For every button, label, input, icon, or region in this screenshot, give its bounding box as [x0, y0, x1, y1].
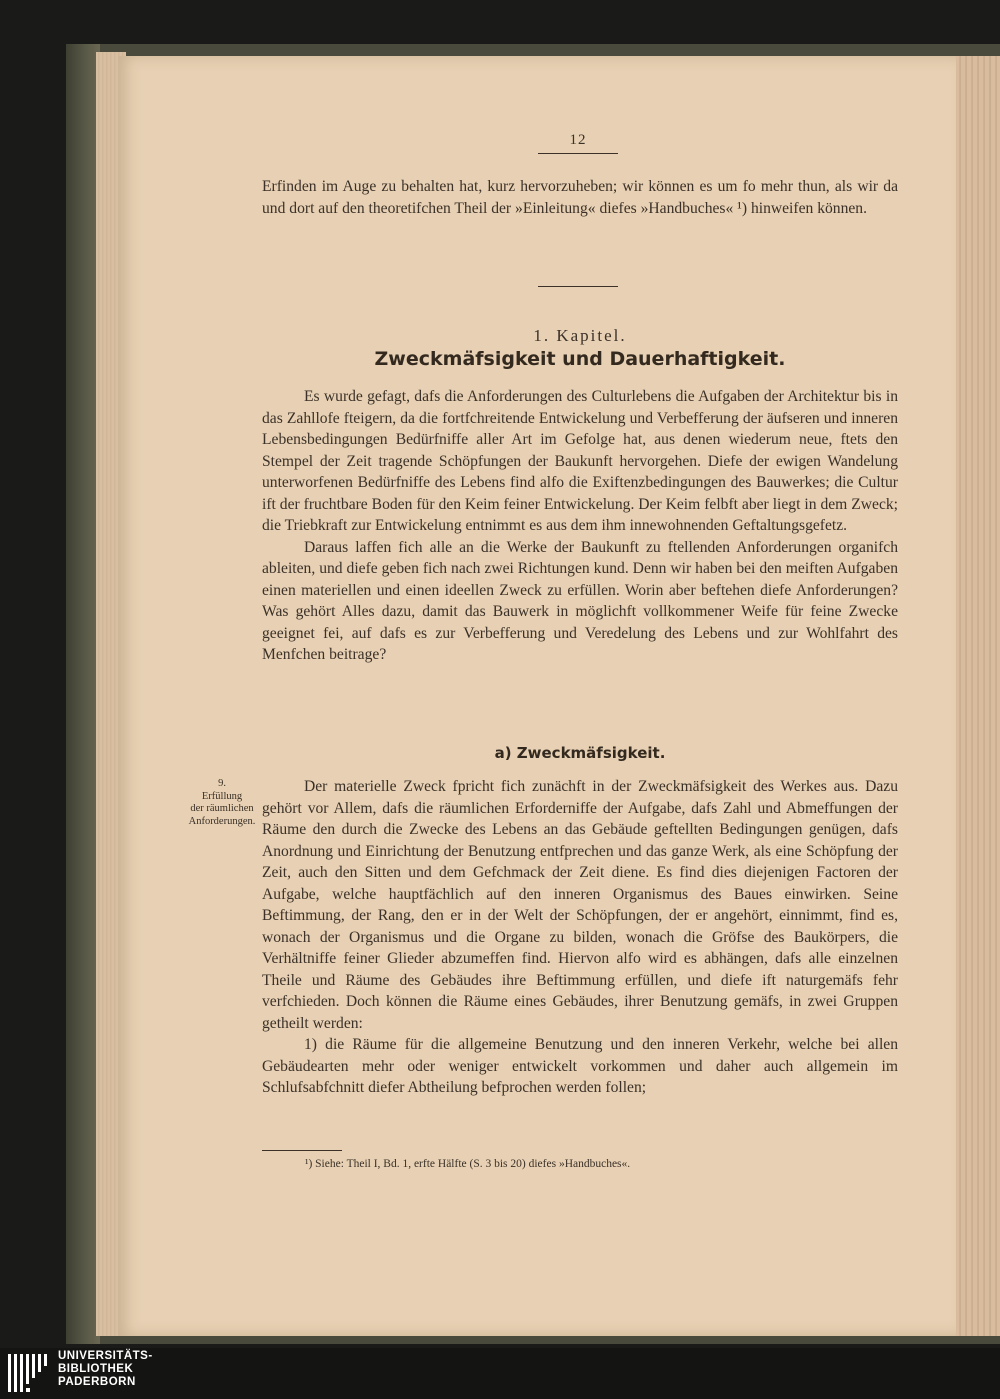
section-paragraph: Der materielle Zweck fpricht fich zunächft in der Zweckmäfsigkeit des Werkes aus. Dazu gehört vor Allem, dafs die räumlichen Erforderniffe der Aufgabe, dafs Zahl und Abmeffungen der Räume den durch die Zwecke des Lebens an das Gebäude geftellten Bedingungen genügen, dafs Anordnung und Einrichtung der Benutzung entfprechen und das ganze Werk, als eine Schöpfung der Zeit, auch den Sitten und dem Gefchmack der Zeit diene. Es find dies diejenigen Factoren der Aufgabe, welche hauptfächlich auf den inneren Organismus des Baues einwirken. Seine Beftimmung, der Rang, den er in der Welt der Schöpfungen, der er angehört, einnimmt, find es, wonach der Organismus und die Organe zu bilden, wonach die Gröfse des Baukörpers, die Verhältniffe feiner Glieder abzumeffen find. Hiervon alfo wird es abhängen, dafs alle einzelnen Theile und Räume des Gebäudes ihre Beftimmung erfüllen, und diefe ift naturgemäfs fehr verfchieden. Doch können die Räume eines Gebäudes, ihrer Benutzung gemäfs, in zwei Gruppen getheilt werden:: [262, 778, 898, 1032]
chapter-title: Zweckmäfsigkeit und Dauerhaftigkeit.: [374, 348, 786, 370]
library-logo-text: [58, 1350, 153, 1389]
margin-line-2: der räumlichen: [190, 803, 254, 814]
list-item-1: 1) die Räume für die allgemeine Benutzung und den inneren Verkehr, welche bei allen Gebäudearten mehr oder weniger entwickelt vorkommen und daher auch allgemein im Schlufsabfchnitt diefer Abtheilung befprochen werden follen;: [262, 1036, 898, 1096]
logo-line-2: BIBLIOTHEK: [58, 1363, 134, 1375]
page-number: 12: [569, 132, 587, 148]
section-divider: [538, 286, 618, 287]
chapter-body: [262, 386, 898, 666]
book-spine-edge: [66, 44, 100, 1344]
margin-note: [182, 778, 262, 828]
logo-line-3: PADERBORN: [58, 1376, 136, 1388]
footnote-rule: [262, 1150, 342, 1151]
page-stack-right: [956, 56, 1000, 1336]
margin-line-3: Anforderungen.: [188, 815, 256, 827]
margin-line-1: Erfüllung: [201, 790, 243, 802]
logo-line-1: UNIVERSITÄTS-: [58, 1350, 153, 1362]
library-logo-icon: [6, 1352, 52, 1394]
chapter-number: 1. Kapitel.: [533, 326, 627, 345]
header-rule: [538, 153, 618, 154]
paragraph-1: Es wurde gefagt, dafs die Anforderungen des Culturlebens die Aufgaben der Architektur bis in das Zahllofe fteigern, da die fortfchreitende Entwickelung und Verbefferung der äufseren und inneren Lebensbedingungen Bedürfniffe aller Art im Gefolge hat, aus denen wiederum neue, ftets den Stempel der Zeit tragende Schöpfungen der Baukunft hervorgehen. Diefe der ewigen Wandelung unterworfenen Bedürfniffe des Lebens find alfo die Exiftenzbedingungen des Bauwerkes; die Cultur ift der fruchtbare Boden für den Keim feiner Entwickelung. Der Keim felbft aber liegt in dem Zweck; die Triebkraft zur Entwickelung entnimmt es aus dem ihm innewohnenden Geftaltungsgefetz.: [262, 388, 898, 534]
section-title: a) Zweckmäfsigkeit.: [494, 744, 666, 762]
paragraph-2: Daraus laffen fich alle an die Werke der Baukunft zu ftellenden Anforderungen organifch ableiten, und diefe geben fich nach zwei Richtungen kund. Denn wir haben bei den meiften Aufgaben einen materiellen und einen ideellen Zweck zu erfüllen. Worin aber beftehen diefe Anforderungen? Was gehört Alles dazu, damit das Bauwerk in möglichft vollkommener Weife für feine Zwecke geeignet fei, auf dafs es zur Verbefferung und Veredelung des Lebens und zur Wohlfahrt des Menfchen beitrage?: [262, 538, 898, 663]
intro-text: Erfinden im Auge zu behalten hat, kurz hervorzuheben; wir können es um fo mehr thun, als wir da und dort auf den theoretifchen Theil der »Einleitung« diefes »Handbuches« ¹) hinweifen können.: [262, 178, 898, 217]
section-body: [262, 776, 898, 1099]
margin-number: 9.: [218, 778, 226, 789]
book-page: [118, 56, 958, 1336]
footnote: ¹) Siehe: Theil I, Bd. 1, erfte Hälfte (S. 3 bis 20) diefes »Handbuches«.: [305, 1158, 631, 1170]
intro-paragraph: [262, 176, 898, 219]
